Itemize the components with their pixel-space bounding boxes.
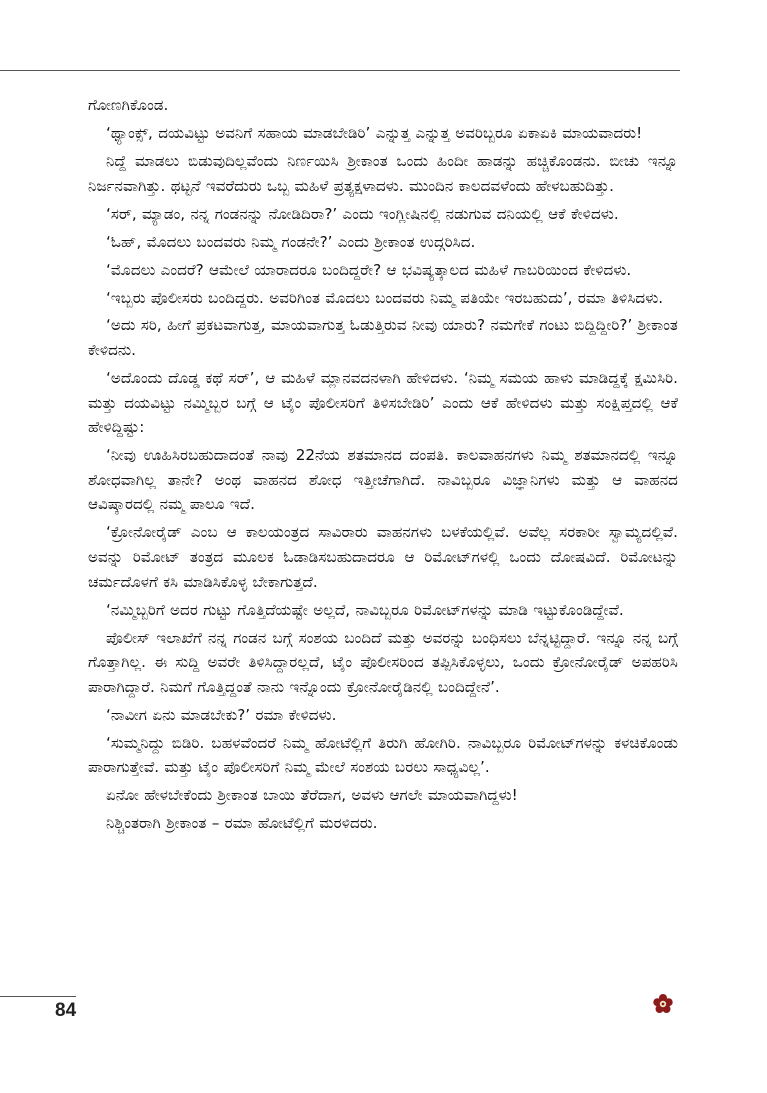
paragraph: ಏನೋ ಹೇಳಬೇಕೆಂದು ಶ್ರೀಕಾಂತ ಬಾಯಿ ತೆರೆದಾಗ, ಅವಳು ಆಗಲೇ ಮಾಯವಾಗಿದ್ದಳು! (106, 786, 518, 805)
paragraph: ಗೋಣಗಿಕೊಂಡ. (88, 96, 169, 114)
flower-ornament-icon (652, 993, 674, 1015)
paragraph: ಪೊಲೀಸ್ ಇಲಾಖೆಗೆ ನನ್ನ ಗಂಡನ ಬಗ್ಗೆ ಸಂಶಯ ಬಂದಿದೆ ಮತ್ತು ಅವರನ್ನು ಬಂಧಿಸಲು ಬೆನ್ನಟ್ಟಿದ್ದಾರೆ. ಇನ್ನೂ ನನ್ನ ಬಗ್ಗೆ ಗೊತ್ತಾಗಿಲ್ಲ. ಈ ಸುದ್ದಿ ಅವರೇ ತಿಳಿಸಿದ್ದಾರಲ್ಲದೆ, ಟೈಂ ಪೊಲೀಸರಿಂದ ತಪ್ಪಿಸಿಕೊಳ್ಳಲು, ಒಂದು ಕ್ರೋನೋರೈಡ್ ಅಪಹರಿಸಿ ಪಾರಾಗಿದ್ದಾರೆ. ನಿಮಗೆ ಗೊತ್ತಿದ್ದಂತೆ ನಾನು ಇನ್ನೊಂದು ಕ್ರೋನೋರೈಡಿನಲ್ಲಿ ಬಂದಿದ್ದೇನೆ’. (88, 628, 678, 696)
paragraph: ನಿದ್ದೆ ಮಾಡಲು ಬಿಡುವುದಿಲ್ಲವೆಂದು ನಿರ್ಣಯಿಸಿ ಶ್ರೀಕಾಂತ ಒಂದು ಹಿಂದೀ ಹಾಡನ್ನು ಹಚ್ಚಿಕೊಂಡನು. ಬೀಚು ಇನ್ನೂ ನಿರ್ಜನವಾಗಿತ್ತು. ಥಟ್ಟನೆ ಇವರೆದುರು ಒಬ್ಬ ಮಹಿಳೆ ಪ್ರತ್ಯಕ್ಷಳಾದಳು. ಮುಂದಿನ ಕಾಲದವಳೆಂದು ಹೇಳಬಹುದಿತ್ತು. (88, 151, 678, 195)
paragraph: ‘ಅದು ಸರಿ, ಹೀಗೆ ಪ್ರಕಟವಾಗುತ್ತ, ಮಾಯವಾಗುತ್ತ ಓಡುತ್ತಿರುವ ನೀವು ಯಾರು? ನಮಗೇಕೆ ಗಂಟು ಬಿದ್ದಿದ್ದೀರಿ?’ ಶ್ರೀಕಾಂತ ಕೇಳಿದನು. (88, 316, 678, 360)
paragraph: ನಿಶ್ಚಿಂತರಾಗಿ ಶ್ರೀಕಾಂತ – ರಮಾ ಹೋಟೆಲ್ಲಿಗೆ ಮರಳಿದರು. (106, 814, 378, 833)
story-text (88, 93, 678, 839)
paragraph: ‘ಇಬ್ಬರು ಪೊಲೀಸರು ಬಂದಿದ್ದರು. ಅವರಿಗಿಂತ ಮೊದಲು ಬಂದವರು ನಿಮ್ಮ ಪತಿಯೇ ಇರಬಹುದು’, ರಮಾ ತಿಳಿಸಿದಳು. (106, 288, 664, 307)
page-number: 84 (55, 1000, 77, 1021)
paragraph: ‘ಅದೊಂದು ದೊಡ್ಡ ಕಥೆ ಸರ್’, ಆ ಮಹಿಳೆ ಮ್ಲಾನವದನಳಾಗಿ ಹೇಳಿದಳು. ‘ನಿಮ್ಮ ಸಮಯ ಹಾಳು ಮಾಡಿದ್ದಕ್ಕೆ ಕ್ಷಮಿಸಿರಿ. ಮತ್ತು ದಯವಿಟ್ಟು ನಮ್ಮಿಬ್ಬರ ಬಗ್ಗೆ ಆ ಟೈಂ ಪೊಲೀಸರಿಗೆ ತಿಳಿಸಬೇಡಿರಿ’ ಎಂದು ಆಕೆ ಹೇಳಿದಳು ಮತ್ತು ಸಂಕ್ಷಿಪ್ತದಲ್ಲಿ ಆಕೆ ಹೇಳಿದ್ದಿಷ್ಟು: (88, 369, 678, 437)
paragraph: ‘ಕ್ರೋನೋರೈಡ್ ಎಂಬ ಆ ಕಾಲಯಂತ್ರದ ಸಾವಿರಾರು ವಾಹನಗಳು ಬಳಕೆಯಲ್ಲಿವೆ. ಅವೆಲ್ಲ ಸರಕಾರೀ ಸ್ವಾಮ್ಯದಲ್ಲಿವೆ. ಅವನ್ನು ರಿಮೋಟ್ ತಂತ್ರದ ಮೂಲಕ ಓಡಾಡಿಸಬಹುದಾದರೂ ಆ ರಿಮೋಟ್‌ಗಳಲ್ಲಿ ಒಂದು ದೋಷವಿದೆ. ರಿಮೋಟನ್ನು ಚರ್ಮದೊಳಗೆ ಕಸಿ ಮಾಡಿಸಿಕೊಳ್ಳ ಬೇಕಾಗುತ್ತದೆ. (88, 523, 678, 591)
footer-rule (0, 996, 76, 997)
paragraph: ‘ಥ್ಯಾಂಕ್ಸ್, ದಯವಿಟ್ಟು ಅವನಿಗೆ ಸಹಾಯ ಮಾಡಬೇಡಿರಿ’ ಎನ್ನುತ್ತ ಎನ್ನುತ್ತ ಅವರಿಬ್ಬರೂ ಏಕಾಏಕಿ ಮಾಯವಾದರು! (106, 123, 643, 142)
paragraph: ‘ಸರ್, ಮ್ಯಾಡಂ, ನನ್ನ ಗಂಡನನ್ನು ನೋಡಿದಿರಾ?’ ಎಂದು ಇಂಗ್ಲೀಷಿನಲ್ಲಿ ನಡುಗುವ ದನಿಯಲ್ಲಿ ಆಕೆ ಕೇಳಿದಳು. (106, 204, 619, 223)
paragraph: ‘ನೀವು ಊಹಿಸಿರಬಹುದಾದಂತೆ ನಾವು 22ನೆಯ ಶತಮಾನದ ದಂಪತಿ. ಕಾಲವಾಹನಗಳು ನಿಮ್ಮ ಶತಮಾನದಲ್ಲಿ ಇನ್ನೂ ಶೋಧವಾಗಿಲ್ಲ ತಾನೇ? ಅಂಥ ವಾಹನದ ಶೋಧ ಇತ್ತೀಚೆಗಾಗಿದೆ. ನಾವಿಬ್ಬರೂ ವಿಜ್ಞಾನಿಗಳು ಮತ್ತು ಆ ವಾಹನದ ಆವಿಷ್ಕಾರದಲ್ಲಿ ನಮ್ಮ ಪಾಲೂ ಇದೆ. (88, 446, 678, 514)
paragraph: ‘ಮೊದಲು ಎಂದರೆ? ಆಮೇಲೆ ಯಾರಾದರೂ ಬಂದಿದ್ದರೇ? ಆ ಭವಿಷ್ಯತ್ಕಾಲದ ಮಹಿಳೆ ಗಾಬರಿಯಿಂದ ಕೇಳಿದಳು. (106, 260, 632, 279)
paragraph: ‘ಓಹ್, ಮೊದಲು ಬಂದವರು ನಿಮ್ಮ ಗಂಡನೇ?’ ಎಂದು ಶ್ರೀಕಾಂತ ಉದ್ಗರಿಸಿದ. (106, 232, 476, 251)
paragraph: ‘ನಮ್ಮಿಬ್ಬರಿಗೆ ಅದರ ಗುಟ್ಟು ಗೊತ್ತಿದೆಯಷ್ಟೇ ಅಲ್ಲದೆ, ನಾವಿಬ್ಬರೂ ರಿಮೋಟ್‌ಗಳನ್ನು ಮಾಡಿ ಇಟ್ಟುಕೊಂಡಿದ್ದೇವೆ. (106, 600, 624, 619)
header-rule (0, 70, 680, 71)
paragraph: ‘ನಾವೀಗ ಏನು ಮಾಡಬೇಕು?’ ರಮಾ ಕೇಳಿದಳು. (106, 705, 337, 724)
paragraph: ‘ಸುಮ್ಮನಿದ್ದು ಬಿಡಿರಿ. ಬಹಳವೆಂದರೆ ನಿಮ್ಮ ಹೋಟೆಲ್ಲಿಗೆ ತಿರುಗಿ ಹೋಗಿರಿ. ನಾವಿಬ್ಬರೂ ರಿಮೋಟ್‌ಗಳನ್ನು ಕಳಚಿಕೊಂಡು ಪಾರಾಗುತ್ತೇವೆ. ಮತ್ತು ಟೈಂ ಪೊಲೀಸರಿಗೆ ನಿಮ್ಮ ಮೇಲೆ ಸಂಶಯ ಬರಲು ಸಾಧ್ಯವಿಲ್ಲ’. (88, 733, 678, 777)
